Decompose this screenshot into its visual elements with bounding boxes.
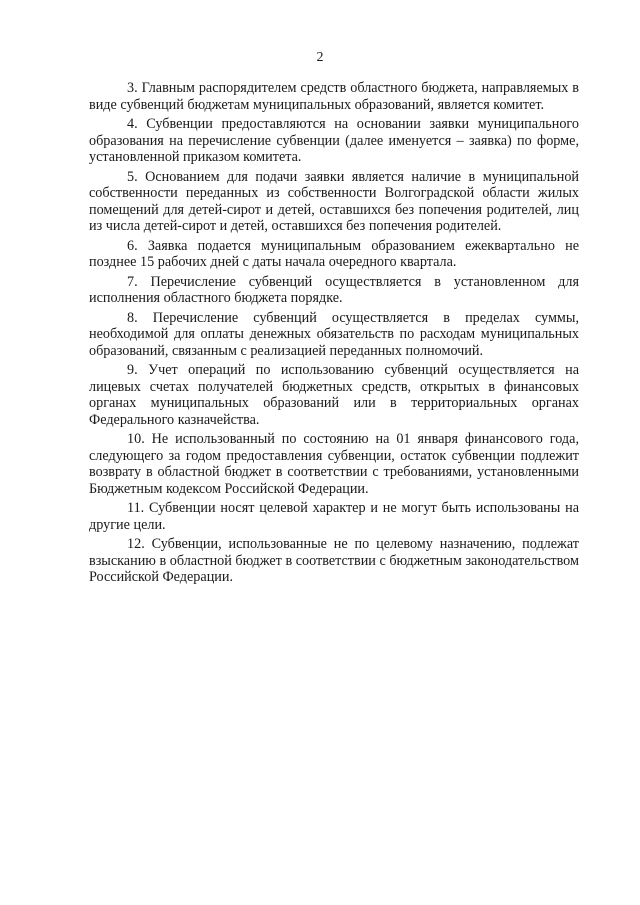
paragraph-8: 8. Перечисление субвенций осуществляется в пределах суммы, необходимой для оплаты денежных обязательств по расходам муниципальных образований, связанным с реализацией переданных полномочий. bbox=[89, 309, 579, 359]
paragraph-5: 5. Основанием для подачи заявки является наличие в муниципальной собственности переданных из собственности Волгоградской области жилых помещений для детей-сирот и детей, оставшихся без попечения родителей, лиц из числа детей-сирот и детей, оставшихся без попечения родителей. bbox=[89, 168, 579, 234]
paragraph-4: 4. Субвенции предоставляются на основании заявки муниципального образования на перечисление субвенции (далее именуется – заявка) по форме, установленной приказом комитета. bbox=[89, 116, 579, 165]
paragraph-3: 3. Главным распорядителем средств областного бюджета, направляемых в виде субвенций бюджетам муниципальных образований, является комитет. bbox=[89, 80, 579, 113]
paragraph-10: 10. Не использованный по состоянию на 01 января финансового года, следующего за годом предоставления субвенции, остаток субвенции подлежит возврату в областной бюджет в соответствии с требованиями, установленными Бюджетным кодексом Российской Федерации. bbox=[89, 431, 579, 497]
page-number: 2 bbox=[316, 50, 324, 65]
paragraph-11: 11. Субвенции носят целевой характер и не могут быть использованы на другие цели. bbox=[89, 500, 579, 533]
paragraph-6: 6. Заявка подается муниципальным образованием ежеквартально не позднее 15 рабочих дней с даты начала очередного квартала. bbox=[89, 237, 579, 270]
paragraph-7: 7. Перечисление субвенций осуществляется в установленном для исполнения областного бюджета порядке. bbox=[89, 273, 579, 306]
paragraph-12: 12. Субвенции, использованные не по целевому назначению, подлежат взысканию в областной бюджет в соответствии с бюджетным законодательством Российской Федерации. bbox=[89, 536, 579, 585]
document-body bbox=[89, 80, 579, 589]
paragraph-9: 9. Учет операций по использованию субвенций осуществляется на лицевых счетах получателей бюджетных средств, открытых в финансовых органах муниципальных образований или в территориальных органах Федерального казначейства. bbox=[89, 362, 579, 428]
